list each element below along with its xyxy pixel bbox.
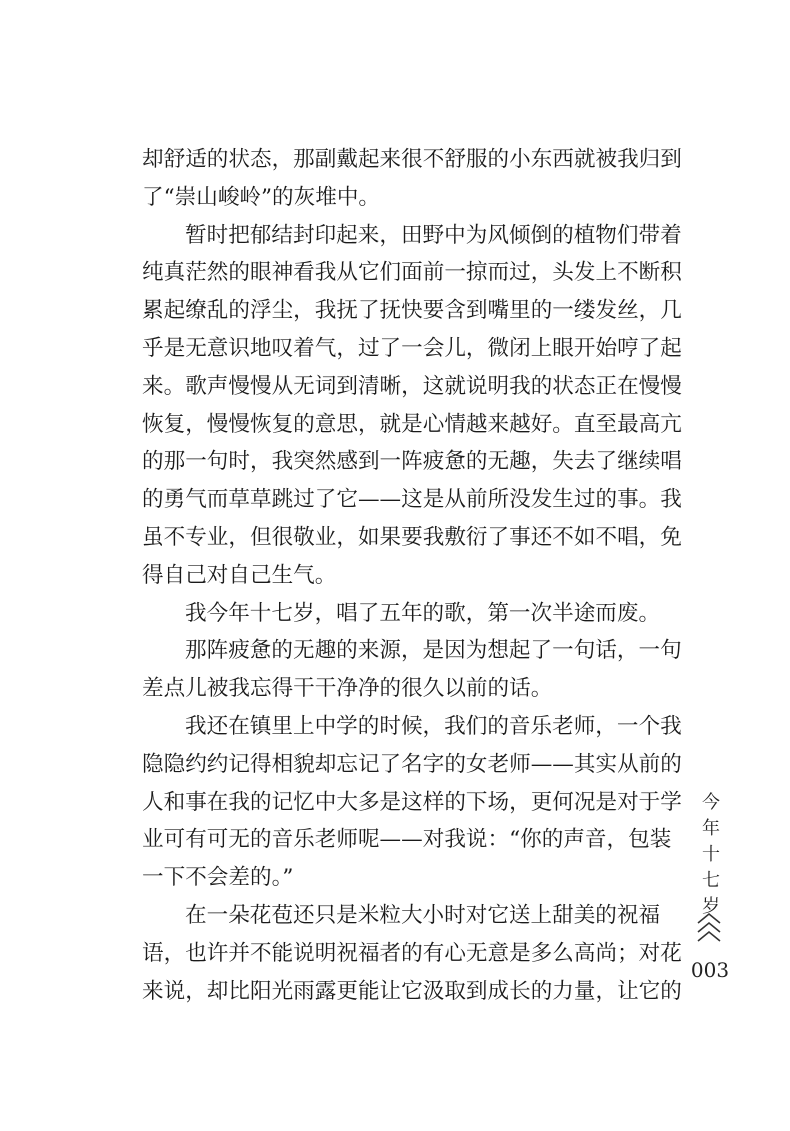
text-line: 我今年十七岁，唱了五年的歌，第一次半途而废。 bbox=[185, 600, 661, 626]
text-line: 乎是无意识地叹着气，过了一会儿，微闭上眼开始哼了起 bbox=[142, 335, 682, 361]
text-line: 恢复，慢慢恢复的意思，就是心情越来越好。直至最高亢 bbox=[142, 411, 682, 437]
text-line: 一下不会差的。” bbox=[142, 865, 294, 891]
text-line: 的那一句时，我突然感到一阵疲惫的无趣，失去了继续唱 bbox=[142, 449, 682, 475]
text-line: 隐隐约约记得相貌却忘记了名字的女老师——其实从前的 bbox=[142, 751, 682, 777]
text-line: 暂时把郁结封印起来，田野中为风倾倒的植物们带着 bbox=[185, 222, 682, 248]
text-line: 在一朵花苞还只是米粒大小时对它送上甜美的祝福 bbox=[185, 902, 661, 928]
text-line: 却舒适的状态，那副戴起来很不舒服的小东西就被我归到 bbox=[142, 147, 682, 172]
text-line: 差点儿被我忘得干干净净的很久以前的话。 bbox=[142, 676, 553, 702]
text-line: 的勇气而草草跳过了它——这是从前所没发生过的事。我 bbox=[142, 487, 682, 513]
running-title-char: 七 bbox=[702, 870, 720, 891]
text-line: 来。歌声慢慢从无词到清晰，这就说明我的状态正在慢慢 bbox=[142, 373, 682, 399]
text-line: 语，也许并不能说明祝福者的有心无意是多么高尚；对花 bbox=[142, 940, 682, 966]
running-title-char: 十 bbox=[702, 844, 720, 865]
running-title-char: 岁 bbox=[702, 896, 720, 917]
text-line: 我还在镇里上中学的时候，我们的音乐老师，一个我 bbox=[185, 713, 682, 739]
page-number: 003 bbox=[690, 958, 730, 982]
body-text bbox=[142, 141, 682, 1010]
text-line: 累起缭乱的浮尘，我抚了抚快要含到嘴里的一缕发丝，几 bbox=[142, 298, 682, 324]
text-line: 虽不专业，但很敬业，如果要我敷衍了事还不如不唱，免 bbox=[142, 524, 682, 550]
running-title-char: 年 bbox=[702, 818, 720, 839]
running-title bbox=[696, 790, 726, 920]
text-line: 那阵疲惫的无趣的来源，是因为想起了一句话，一句 bbox=[185, 638, 682, 664]
text-line: 纯真茫然的眼神看我从它们面前一掠而过，头发上不断积 bbox=[142, 260, 682, 286]
text-line: 人和事在我的记忆中大多是这样的下场，更何况是对于学 bbox=[142, 789, 682, 815]
text-line: 业可有可无的音乐老师呢——对我说：“你的声音，包装 bbox=[142, 827, 672, 853]
triple-chevron-up-icon bbox=[694, 911, 724, 945]
running-title-char: 今 bbox=[702, 792, 720, 813]
text-line: 了“崇山峻岭”的灰堆中。 bbox=[142, 184, 381, 210]
text-line: 来说，却比阳光雨露更能让它汲取到成长的力量，让它的 bbox=[142, 978, 682, 1004]
text-line: 得自己对自己生气。 bbox=[142, 562, 337, 588]
